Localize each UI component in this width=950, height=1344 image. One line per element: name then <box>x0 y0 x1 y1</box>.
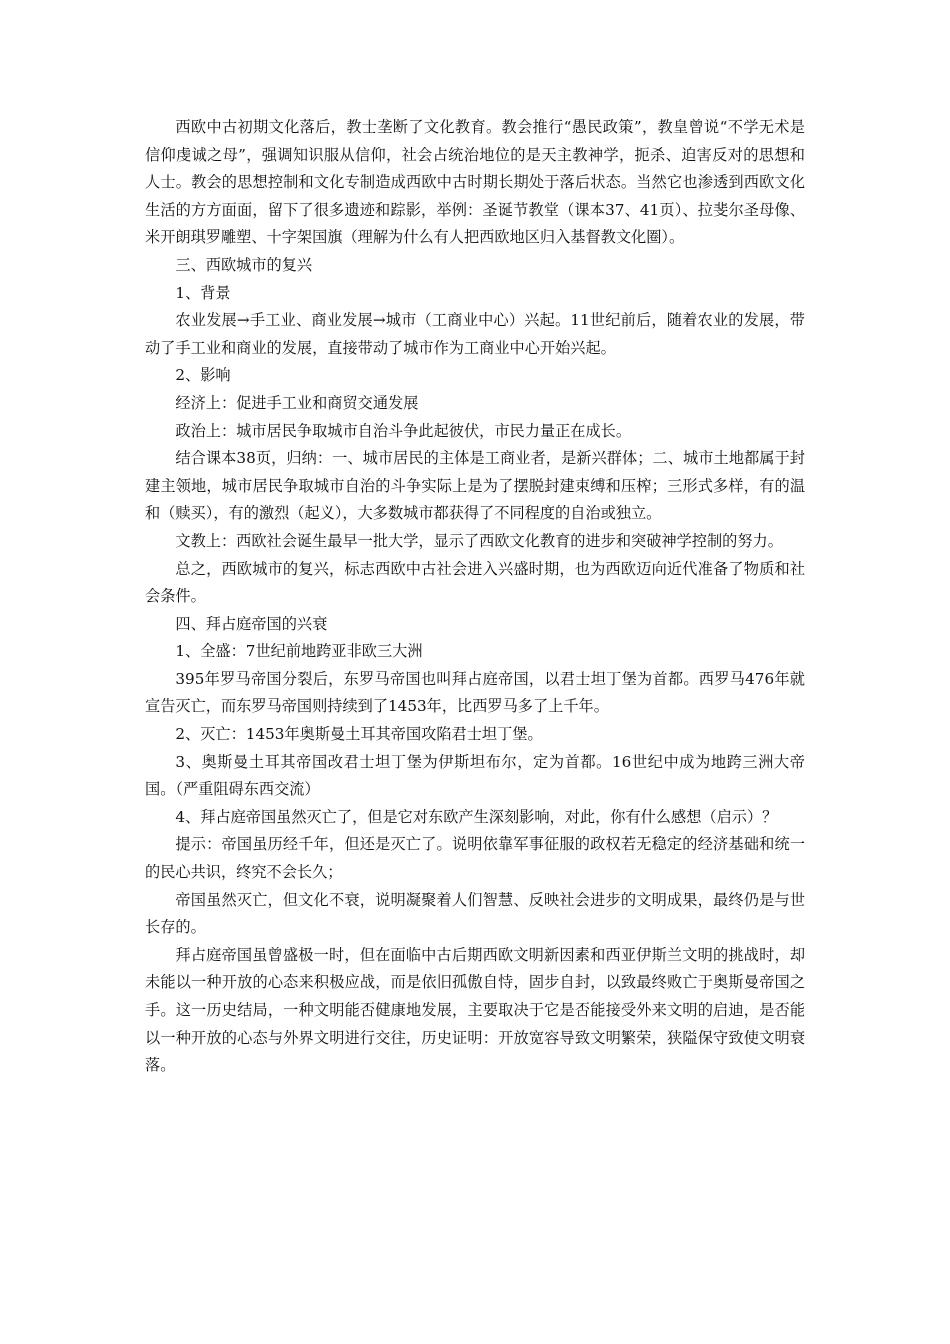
document-page <box>145 114 805 1080</box>
ottoman-capital-paragraph: 3、奥斯曼土耳其帝国改君士坦丁堡为伊斯坦布尔，定为首都。16世纪中成为地跨三洲大帝国。（严重阻碍东西交流） <box>145 752 805 799</box>
reflection-question-paragraph: 4、拜占庭帝国虽然灭亡了，但是它对东欧产生深刻影响，对此，你有什么感想（启示）？ <box>175 807 778 826</box>
byzantine-peak-line: 1、全盛：7世纪前地跨亚非欧三大洲 <box>175 642 423 661</box>
section-heading-west-europe-cities: 三、西欧城市的复兴 <box>175 255 313 274</box>
conclusion-paragraph: 总之，西欧城市的复兴，标志西欧中古社会进入兴盛时期，也为西欧迈向近代准备了物质和社会条件。 <box>145 559 805 606</box>
subheading-impact: 2、影响 <box>175 366 231 385</box>
culture-endures-paragraph: 帝国虽然灭亡，但文化不衰，说明凝聚着人们智慧、反映社会进步的文明成果，最终仍是与世长存的。 <box>145 890 805 937</box>
subheading-background: 1、背景 <box>175 283 231 302</box>
byzantine-history-paragraph: 395年罗马帝国分裂后，东罗马帝国也叫拜占庭帝国，以君士坦丁堡为首都。西罗马476年就宣告灭亡，而东罗马帝国则持续到了1453年，比西罗马多了上千年。 <box>145 669 805 716</box>
impact-politics-line: 政治上：城市居民争取城市自治斗争此起彼伏，市民力量正在成长。 <box>175 421 632 440</box>
impact-economy-line: 经济上：促进手工业和商贸交通发展 <box>175 393 419 412</box>
intro-paragraph: 西欧中古初期文化落后，教士垄断了文化教育。教会推行“愚民政策”，教皇曾说“不学无术是信仰虔诚之母”，强调知识服从信仰，社会占统治地位的是天主教神学，扼杀、迫害反对的思想和人士。教会的思想控制和文化专制造成西欧中古时期长期处于落后状态。当然它也渗透到西欧文化生活的方方面面，留下了很多遗迹和踪影，举例：圣诞节教堂（课本37、41页）、拉斐尔圣母像、米开朗琪罗雕塑、十字架国旗（理解为什么有人把西欧地区归入基督教文化圈）。 <box>145 118 805 247</box>
impact-education-paragraph: 文教上：西欧社会诞生最早一批大学，显示了西欧文化教育的进步和突破神学控制的努力。 <box>175 531 783 550</box>
final-analysis-paragraph: 拜占庭帝国虽曾盛极一时，但在面临中古后期西欧文明新因素和西亚伊斯兰文明的挑战时，却未能以一种开放的心态来积极应战，而是依旧孤傲自恃，固步自封，以致最终败亡于奥斯曼帝国之手。这一历史结局，一种文明能否健康地发展，主要取决于它是否能接受外来文明的启迪，是否能以一种开放的心态与外界文明进行交往，历史证明：开放宽容导致文明繁荣，狭隘保守致使文明衰落。 <box>145 945 805 1075</box>
hint-paragraph: 提示：帝国虽历经千年，但还是灭亡了。说明依靠军事征服的政权若无稳定的经济基础和统一的民心共识，终究不会长久； <box>145 835 805 882</box>
section-heading-byzantine: 四、拜占庭帝国的兴衰 <box>175 614 328 633</box>
byzantine-fall-line: 2、灭亡：1453年奥斯曼土耳其帝国攻陷君士坦丁堡。 <box>175 725 543 744</box>
background-paragraph: 农业发展→手工业、商业发展→城市（工商业中心）兴起。11世纪前后，随着农业的发展，带动了手工业和商业的发展，直接带动了城市作为工商业中心开始兴起。 <box>145 311 805 357</box>
summary-paragraph: 结合课本38页，归纳：一、城市居民的主体是工商业者，是新兴群体；二、城市土地都属于封建主领地，城市居民争取城市自治的斗争实际上是为了摆脱封建束缚和压榨；三形式多样，有的温和（赎买），有的激烈（起义），大多数城市都获得了不同程度的自治或独立。 <box>145 449 805 523</box>
